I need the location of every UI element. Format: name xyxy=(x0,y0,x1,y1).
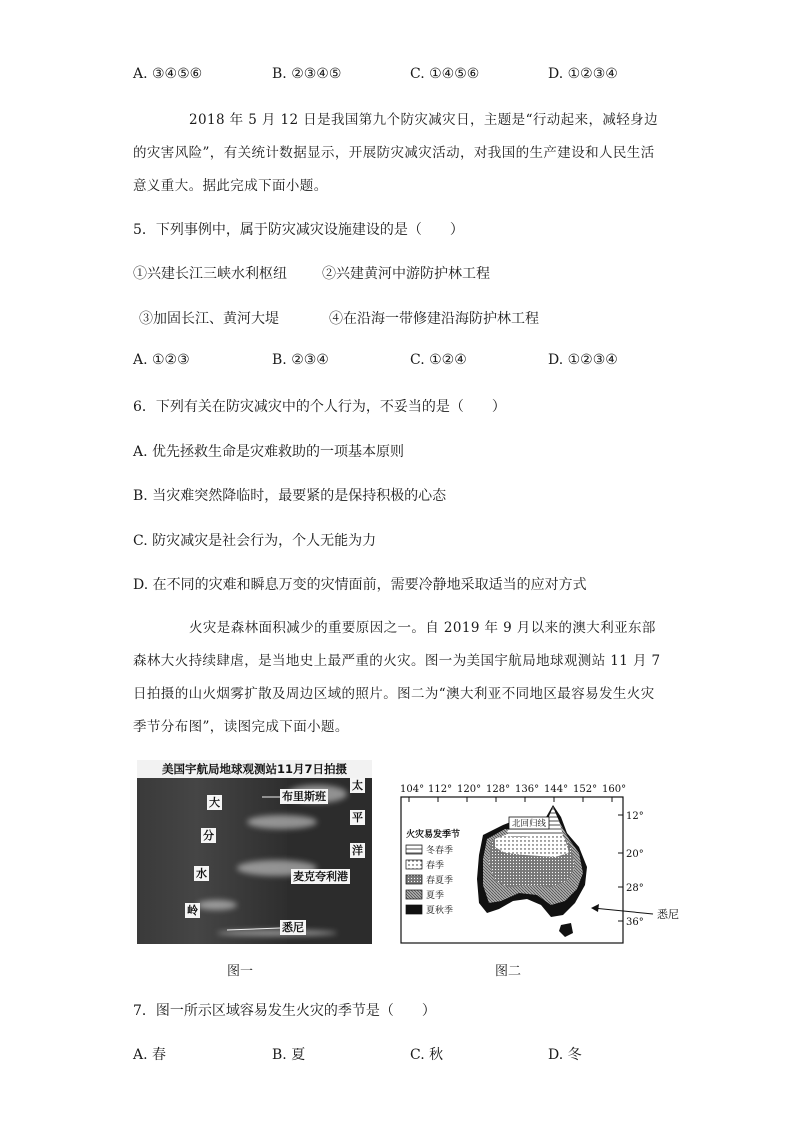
legend-swatch-summer-autumn xyxy=(406,905,422,914)
lat-label-12: 12° xyxy=(626,811,644,822)
figure1-caption: 图一 xyxy=(227,964,254,979)
label-da: 大 xyxy=(209,796,220,809)
label-ling: 岭 xyxy=(187,904,198,917)
label-sydney: 悉尼 xyxy=(282,921,304,934)
q5-option-c: C. ①②④ xyxy=(410,352,467,368)
passage-australia-fires: 火灾是森林面积减少的重要原因之一。自 2019 年 9 月以来的澳大利亚东部森林大火持续肆虐，是当地史上最严重的火灾。图一为美国宇航局地球观测站 11 月 7 日拍摄的山火烟雾扩散及周边区域的照片。图二为“澳大利亚不同地区最容易发生火灾季节分布图”，读图完成下面小题。 xyxy=(133,620,661,735)
q6-option-d: D. 在不同的灾难和瞬息万变的灾情面前，需要冷静地采取适当的应对方式 xyxy=(133,577,587,593)
q5-item-3: ③加固长江、黄河大堤 xyxy=(139,311,279,327)
legend-swatch-spring-summer xyxy=(406,875,422,884)
legend-summer-autumn: 夏秋季 xyxy=(426,906,454,916)
q5-stem: 5．下列事例中，属于防灾减灾设施建设的是（ ） xyxy=(133,222,464,238)
sydney-label: 悉尼 xyxy=(657,908,679,921)
q7-option-d: D. 冬 xyxy=(548,1047,582,1063)
q5-item-2: ②兴建黄河中游防护林工程 xyxy=(322,266,490,282)
legend-winter-spring: 冬春季 xyxy=(426,846,454,856)
q5-item-4: ④在沿海一带修建沿海防护林工程 xyxy=(329,311,539,327)
legend-title: 火灾易发季节 xyxy=(406,830,461,840)
label-ping: 平 xyxy=(352,811,363,824)
figure-satellite-photo xyxy=(137,760,372,944)
figure1-title: 美国宇航局地球观测站11月7日拍摄 xyxy=(137,760,372,778)
q4-option-d: D. ①②③④ xyxy=(548,66,618,82)
pointer-lines xyxy=(137,760,372,944)
label-fen: 分 xyxy=(203,829,214,842)
lon-label-128: 128° xyxy=(486,784,511,795)
legend-swatch-winter-spring xyxy=(406,845,422,854)
passage-disaster-day: 2018 年 5 月 12 日是我国第九个防灾减灾日，主题是“行动起来，减轻身边的灾害风险”，有关统计数据显示，开展防灾减灾活动，对我国的生产建设和人民生活意义重大。据此完成下面小题。 xyxy=(133,112,658,194)
lon-label-120: 120° xyxy=(457,784,482,795)
lon-label-112: 112° xyxy=(428,784,453,795)
lat-label-20: 20° xyxy=(626,849,644,860)
label-yang: 洋 xyxy=(352,844,363,857)
lon-label-104: 104° xyxy=(400,784,425,795)
lon-label-160: 160° xyxy=(602,784,627,795)
legend-spring-summer: 春夏季 xyxy=(426,876,454,886)
lon-label-144: 144° xyxy=(544,784,569,795)
lat-label-36: 36° xyxy=(626,917,644,928)
q7-option-a: A. 春 xyxy=(133,1047,167,1063)
label-port-macquarie: 麦克夸利港 xyxy=(293,870,348,883)
q5-option-d: D. ①②③④ xyxy=(548,352,618,368)
q4-option-a: A. ③④⑤⑥ xyxy=(133,66,203,82)
lon-label-136: 136° xyxy=(515,784,540,795)
legend-swatch-spring xyxy=(406,860,422,869)
label-tai: 太 xyxy=(352,779,363,792)
lat-label-28: 28° xyxy=(626,883,644,894)
q5-item-1: ①兴建长江三峡水利枢纽 xyxy=(133,266,287,282)
figure2-caption: 图二 xyxy=(495,964,522,979)
q6-option-a: A. 优先拯救生命是灾难救助的一项基本原则 xyxy=(133,444,405,460)
legend-spring: 春季 xyxy=(426,861,445,871)
q4-option-c: C. ①④⑤⑥ xyxy=(410,66,480,82)
q5-option-a: A. ①②③ xyxy=(133,352,190,368)
figure-fire-season-map xyxy=(395,775,685,945)
legend-summer: 夏季 xyxy=(426,891,445,901)
q4-option-b: B. ②③④⑤ xyxy=(272,66,342,82)
label-shui: 水 xyxy=(196,867,207,880)
label-brisbane: 布里斯班 xyxy=(282,790,326,803)
q5-option-b: B. ②③④ xyxy=(272,352,329,368)
q6-option-b: B. 当灾难突然降临时，最要紧的是保持积极的心态 xyxy=(133,488,447,504)
q6-stem: 6．下列有关在防灾减灾中的个人行为，不妥当的是（ ） xyxy=(133,399,506,415)
q6-option-c: C. 防灾减灾是社会行为，个人无能为力 xyxy=(133,533,377,549)
q7-option-c: C. 秋 xyxy=(410,1047,444,1063)
lon-label-152: 152° xyxy=(573,784,598,795)
inset-label: 北回归线 xyxy=(511,819,547,829)
q7-stem: 7．图一所示区域容易发生火灾的季节是（ ） xyxy=(133,1003,436,1019)
q7-option-b: B. 夏 xyxy=(272,1047,306,1063)
legend-swatch-summer xyxy=(406,890,422,899)
